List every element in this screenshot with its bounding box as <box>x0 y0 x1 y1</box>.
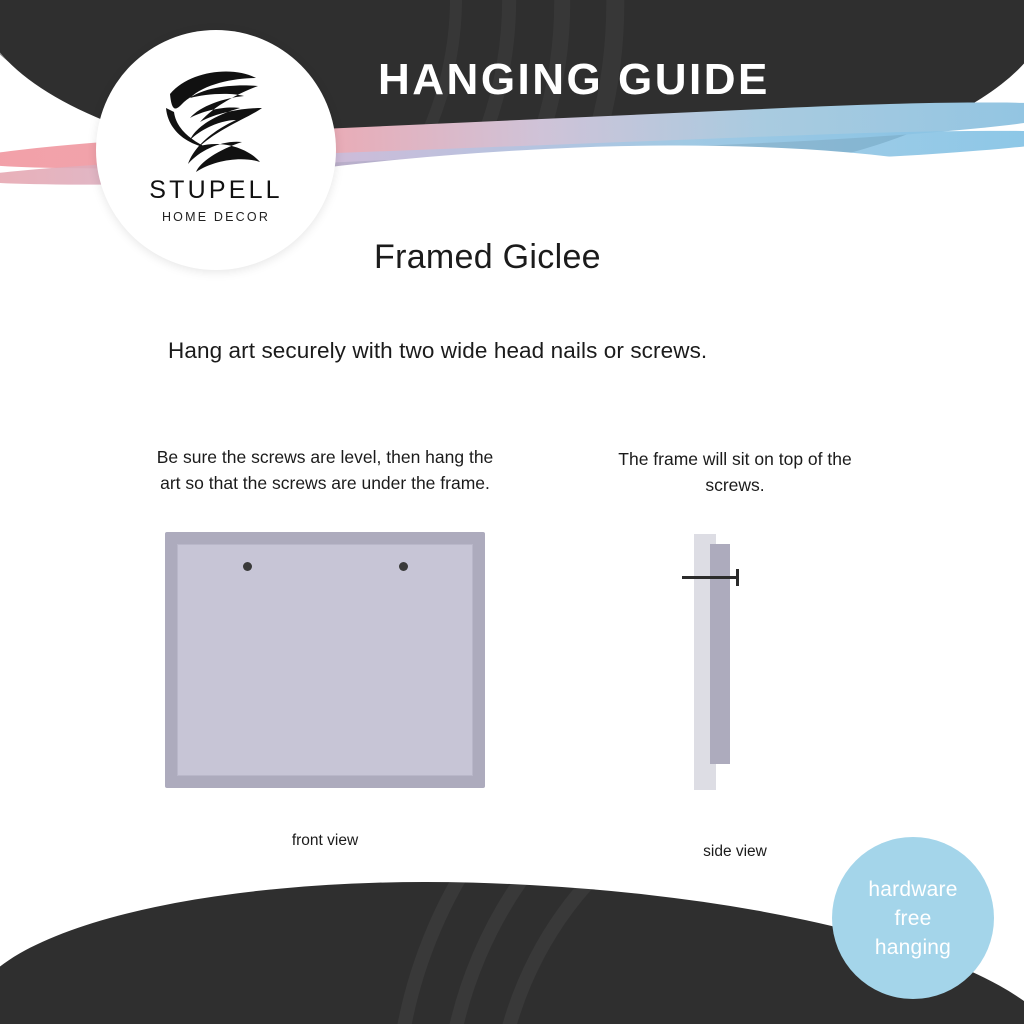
front-view-caption: Be sure the screws are level, then hang the art so that the screws are under the frame. <box>156 447 494 493</box>
nail-head-icon <box>736 569 739 586</box>
intro-text: Hang art securely with two wide head nails or screws. <box>168 338 708 363</box>
side-view-caption: The frame will sit on top of the screws. <box>618 449 852 495</box>
badge-line-3: hanging <box>874 935 952 959</box>
stupell-swirl-logo-icon <box>156 64 276 174</box>
nail-icon <box>682 576 738 579</box>
side-view-panel <box>600 446 870 790</box>
framed-art-side-diagram <box>660 534 810 790</box>
page-title: HANGING GUIDE <box>378 55 770 104</box>
screw-dot-icon <box>399 562 408 571</box>
front-view-panel <box>150 444 500 788</box>
product-title: Framed Giclee <box>374 238 601 276</box>
badge-line-2: free <box>894 906 932 930</box>
frame-mat-area <box>177 544 473 776</box>
logo-wordmark: STUPELL <box>149 176 283 204</box>
logo-tagline: HOME DECOR <box>161 210 271 224</box>
screw-dot-icon <box>243 562 252 571</box>
brand-logo <box>96 30 336 270</box>
framed-art-front-diagram <box>165 532 485 788</box>
side-view-label: side view <box>703 843 767 860</box>
badge-line-1: hardware <box>868 877 958 901</box>
front-view-label: front view <box>291 832 359 849</box>
hardware-free-badge <box>832 837 994 999</box>
